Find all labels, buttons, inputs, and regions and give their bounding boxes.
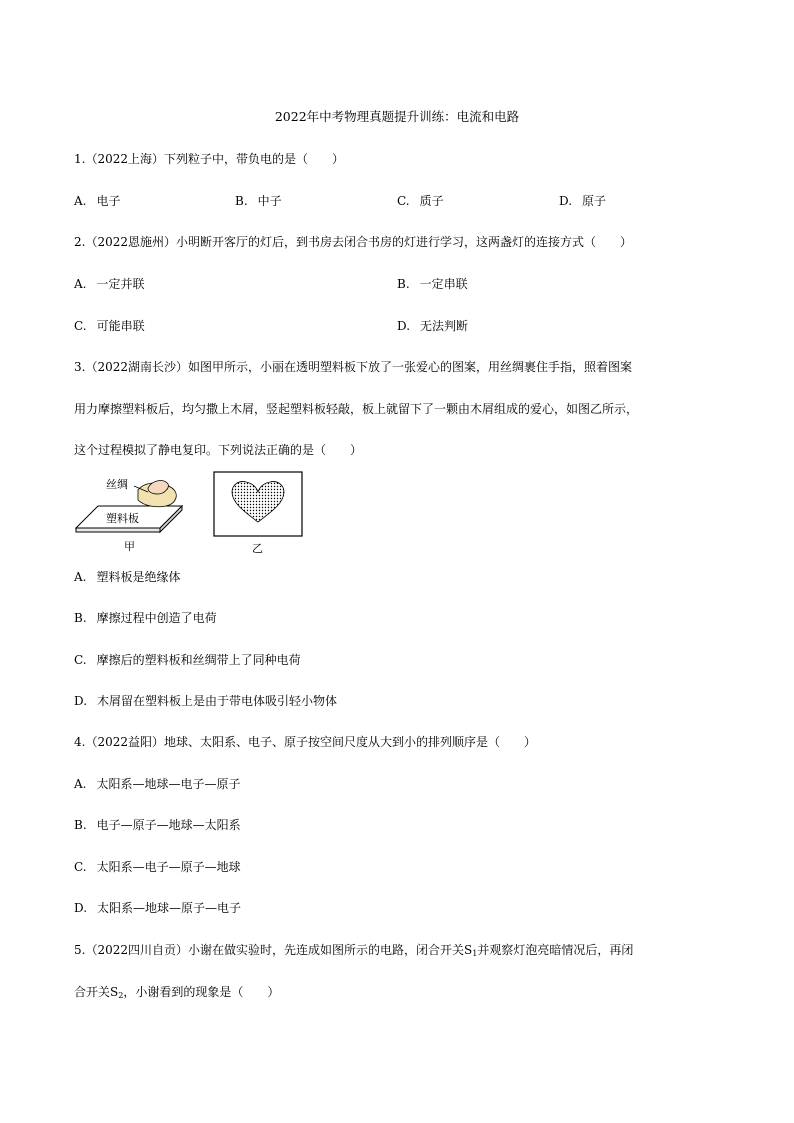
q1-option-d[interactable]: D. 原子	[559, 194, 607, 208]
q2-option-d[interactable]: D. 无法判断	[397, 319, 469, 333]
q2-option-b[interactable]: B. 一定串联	[397, 277, 468, 291]
figure-illustration	[72, 470, 312, 560]
q4-option-a[interactable]: A. 太阳系—地球—电子—原子	[74, 777, 241, 791]
page-title: 2022年中考物理真题提升训练：电流和电路	[274, 109, 520, 124]
question-3-stem-line-2: 用力摩擦塑料板后，均匀撒上木屑，竖起塑料板轻敲，板上就留下了一颗由木屑组成的爱心，如图乙所示，	[74, 402, 639, 416]
question-5-stem-line-2: 合开关$S_2$，小谢看到的现象是（ ）	[74, 985, 280, 1000]
question-3-figure	[72, 470, 312, 560]
q2-option-c[interactable]: C. 可能串联	[74, 319, 145, 333]
q3-option-b[interactable]: B. 摩擦过程中创造了电荷	[74, 611, 217, 625]
q4-option-c[interactable]: C. 太阳系—电子—原子—地球	[74, 860, 241, 874]
q3-option-a[interactable]: A. 塑料板是绝缘体	[74, 570, 181, 584]
question-3-stem-line-1: 3.（2022湖南长沙）如图甲所示，小丽在透明塑料板下放了一张爱心的图案，用丝绸裹住手指，照着图案	[74, 360, 632, 374]
caption-b: 乙	[252, 542, 263, 555]
q4-option-d[interactable]: D. 太阳系—地球—原子—电子	[74, 901, 242, 915]
q1-option-b[interactable]: B. 中子	[235, 194, 282, 208]
question-1-stem: 1.（2022上海）下列粒子中，带负电的是（ ）	[74, 152, 344, 166]
question-5-stem-line-1: 5.（2022四川自贡）小谢在做实验时，先连成如图所示的电路，闭合开关$S_1$并观察灯泡亮暗情况后，再闭	[74, 943, 634, 958]
plastic-plate-edge	[76, 528, 160, 532]
question-4-stem: 4.（2022益阳）地球、太阳系、电子、原子按空间尺度从大到小的排列顺序是（ ）	[74, 735, 536, 749]
label-plate: 塑料板	[106, 512, 139, 525]
caption-a: 甲	[124, 540, 135, 553]
q3-option-d[interactable]: D. 木屑留在塑料板上是由于带电体吸引轻小物体	[74, 694, 338, 708]
question-3-stem-line-3: 这个过程模拟了静电复印。下列说法正确的是（ ）	[74, 443, 363, 457]
question-2-stem: 2.（2022恩施州）小明断开客厅的灯后，到书房去闭合书房的灯进行学习，这两盏灯的连接方式（ ）	[74, 235, 632, 249]
q4-option-b[interactable]: B. 电子—原子—地球—太阳系	[74, 818, 241, 832]
q1-option-c[interactable]: C. 质子	[397, 194, 444, 208]
q3-option-c[interactable]: C. 摩擦后的塑料板和丝绸带上了同种电荷	[74, 653, 301, 667]
label-silk: 丝绸	[106, 478, 128, 491]
q2-option-a[interactable]: A. 一定并联	[74, 277, 145, 291]
q1-option-a[interactable]: A. 电子	[74, 194, 121, 208]
